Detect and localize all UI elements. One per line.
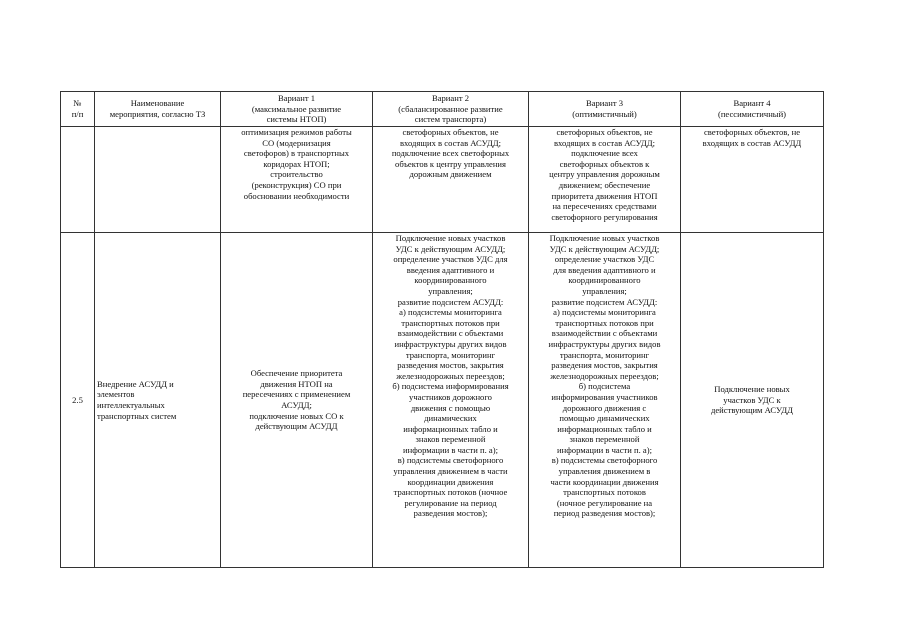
cell-variant-4: светофорных объектов, не входящих в состав АСУДД	[681, 127, 824, 233]
table-row	[61, 127, 824, 233]
cell-variant-3: светофорных объектов, не входящих в состав АСУДД; подключение всех светофорных объектов к центру управления дорожным движением; обеспечение приоритета движения НТОП на пересечениях средствами светофорного регулирования	[529, 127, 681, 233]
cell-name	[95, 127, 221, 233]
cell-num	[61, 127, 95, 233]
cell-variant-1: Обеспечение приоритета движения НТОП на пересечениях с применением АСУДД; подключение новых СО к действующим АСУДД	[221, 233, 373, 568]
measures-table	[60, 91, 824, 568]
header-variant-2: Вариант 2 (сбалансированное развитие систем транспорта)	[373, 92, 529, 127]
cell-name: Внедрение АСУДД и элементов интеллектуальных транспортных систем	[95, 233, 221, 568]
cell-variant-4: Подключение новых участков УДС к действующим АСУДД	[681, 233, 824, 568]
header-variant-4: Вариант 4 (пессимистичный)	[681, 92, 824, 127]
header-variant-3: Вариант 3 (оптимистичный)	[529, 92, 681, 127]
header-variant-1: Вариант 1 (максимальное развитие системы НТОП)	[221, 92, 373, 127]
table-row	[61, 233, 824, 568]
header-name: Наименование мероприятия, согласно ТЗ	[95, 92, 221, 127]
header-num: № п/п	[61, 92, 95, 127]
cell-variant-2: светофорных объектов, не входящих в состав АСУДД; подключение всех светофорных объектов к центру управления дорожным движением	[373, 127, 529, 233]
cell-variant-1: оптимизация режимов работы СО (модернизация светофоров) в транспортных коридорах НТОП; строительство (реконструкция) СО при обосновании необходимости	[221, 127, 373, 233]
cell-variant-3: Подключение новых участков УДС к действующим АСУДД; определение участков УДС для введения адаптивного и координированного управления; развитие подсистем АСУДД: а) подсистемы мониторинга транспортных потоков при взаимодействии с объектами инфраструктуры других видов транспорта, мониторинг разведения мостов, закрытия железнодорожных переездов; б) подсистема информирования участников дорожного движения с помощью динамических информационных табло и знаков переменной информации в части п. а); в) подсистемы светофорного управления движением в части координации движения транспортных потоков (ночное регулирование на период разведения мостов);	[529, 233, 681, 568]
cell-num: 2.5	[61, 233, 95, 568]
cell-variant-2: Подключение новых участков УДС к действующим АСУДД; определение участков УДС для введения адаптивного и координированного управления; развитие подсистем АСУДД: а) подсистемы мониторинга транспортных потоков при взаимодействии с объектами инфраструктуры других видов транспорта, мониторинг разведения мостов, закрытия железнодорожных переездов; б) подсистема информирования участников дорожного движения с помощью динамических информационных табло и знаков переменной информации в части п. а); в) подсистемы светофорного управления движением в части координации движения транспортных потоков (ночное регулирование на период разведения мостов);	[373, 233, 529, 568]
table-header-row	[61, 92, 824, 127]
